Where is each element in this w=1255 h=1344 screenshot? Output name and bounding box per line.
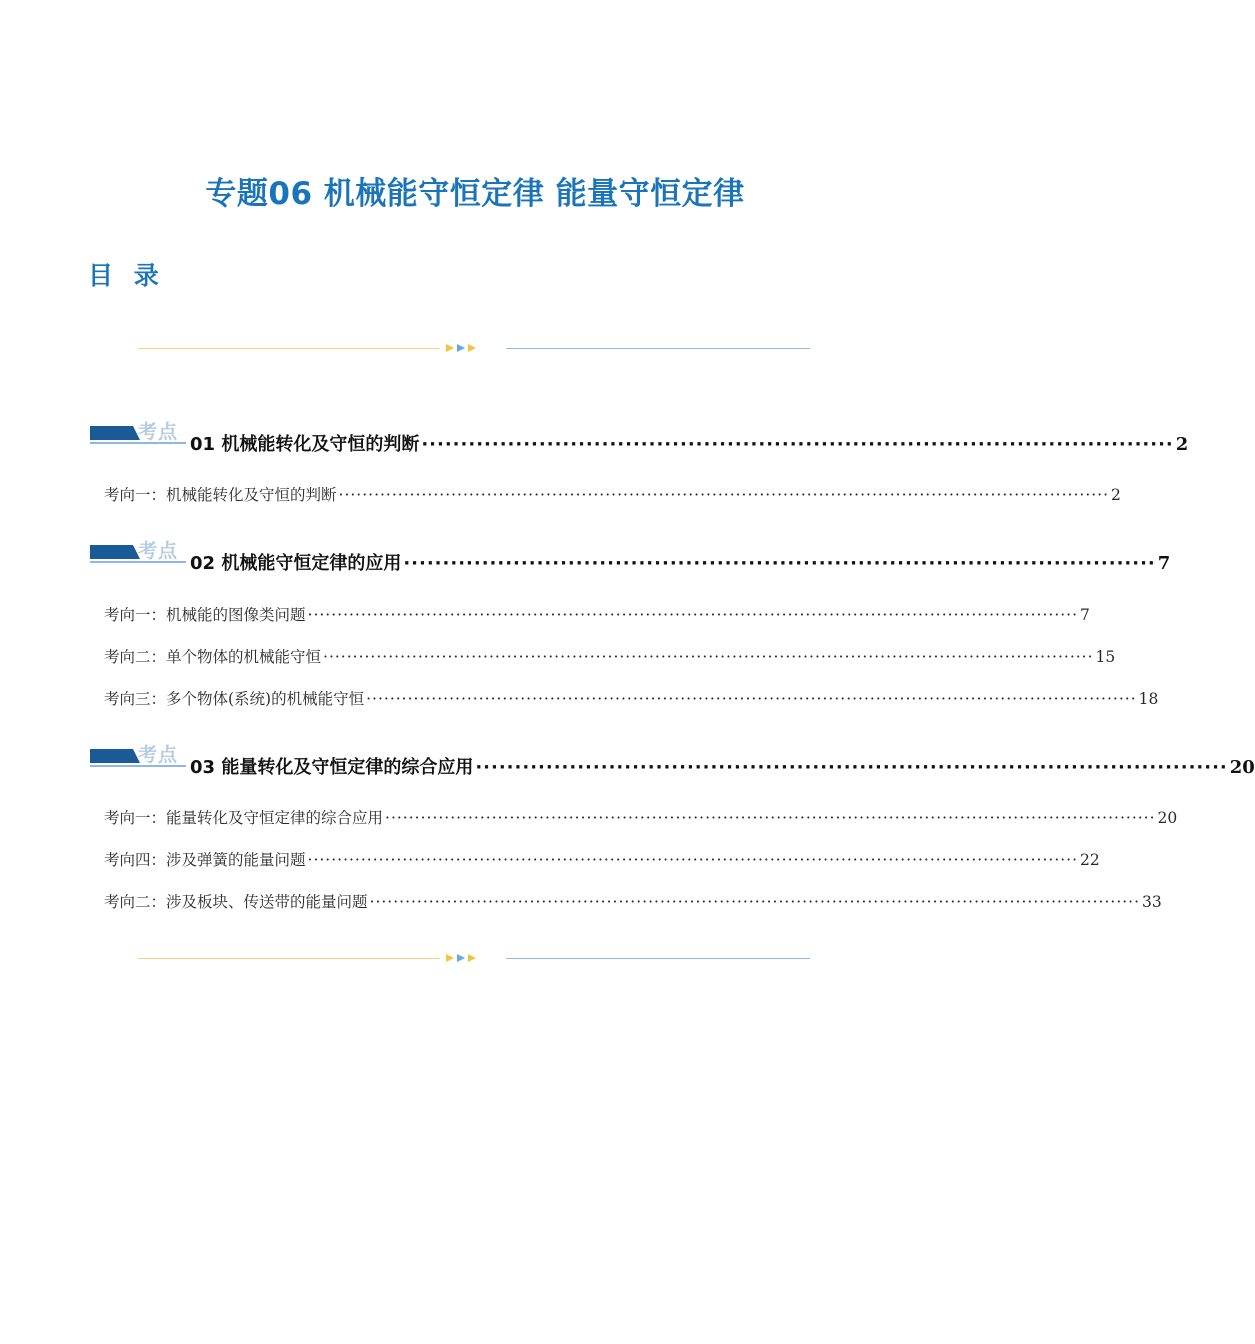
badge-label: 考点: [138, 421, 179, 443]
toc-item-label: 考向一：能量转化及守恒定律的综合应用: [104, 809, 384, 827]
toc-section-link[interactable]: [190, 753, 1255, 779]
toc-item-label: 考向四：涉及弹簧的能量问题: [104, 851, 306, 869]
divider-arrows-icon: [446, 342, 486, 354]
toc-page-number: 2: [1175, 434, 1189, 455]
badge-bar-icon: [90, 749, 140, 763]
toc-leader-dots: ··································································································································: [307, 851, 1079, 869]
toc-page-number: 20: [1157, 809, 1178, 827]
toc-page-number: 20: [1229, 757, 1255, 778]
toc-item-link[interactable]: [104, 483, 1121, 505]
toc-item-link[interactable]: [104, 603, 1090, 625]
toc-leader-dots: ··································································································································: [369, 893, 1141, 911]
toc-page-number: 2: [1111, 486, 1121, 504]
toc-leader-dots: ··································································································································: [323, 648, 1094, 666]
toc-page-number: 15: [1095, 648, 1116, 666]
toc-item-label: 考向一：机械能转化及守恒的判断: [104, 486, 337, 504]
toc-section-label: 02 机械能守恒定律的应用: [190, 553, 402, 574]
toc-page-number: 33: [1142, 893, 1162, 911]
toc-page-number: 18: [1138, 690, 1159, 708]
toc-leader-dots: ································································································: [403, 553, 1156, 574]
toc-section-2: [90, 539, 1171, 575]
toc-section-3: [90, 743, 1255, 779]
badge-label: 考点: [138, 744, 179, 766]
badge-label: 考点: [138, 540, 179, 562]
toc-leader-dots: ································································································: [475, 757, 1228, 778]
divider-arrows-icon: [446, 952, 486, 964]
toc-section-link[interactable]: [190, 549, 1171, 575]
divider-line-gold: [138, 958, 440, 959]
section-badge: [90, 539, 186, 573]
toc-leader-dots: ································································································: [421, 434, 1174, 455]
toc-item-link[interactable]: [104, 645, 1116, 667]
toc-heading: 目 录: [88, 261, 165, 290]
toc-leader-dots: ··································································································································: [385, 809, 1156, 827]
toc-leader-dots: ··································································································································: [366, 690, 1137, 708]
toc-section-1: [90, 420, 1189, 456]
toc-leader-dots: ··································································································································: [338, 486, 1110, 504]
toc-item-link[interactable]: [104, 806, 1178, 828]
toc-section-label: 03 能量转化及守恒定律的综合应用: [190, 757, 474, 778]
toc-page-number: 7: [1157, 553, 1171, 574]
toc-item-label: 考向三：多个物体(系统)的机械能守恒: [104, 690, 365, 708]
toc-page-number: 7: [1080, 606, 1090, 624]
toc-item-label: 考向一：机械能的图像类问题: [104, 606, 306, 624]
toc-item-link[interactable]: [104, 848, 1100, 870]
divider-line-blue: [506, 958, 810, 959]
badge-bar-icon: [90, 426, 140, 440]
divider-top: [138, 342, 810, 354]
toc-section-link[interactable]: [190, 430, 1189, 456]
divider-bottom: [138, 952, 810, 964]
toc-section-label: 01 机械能转化及守恒的判断: [190, 434, 420, 455]
toc-item-label: 考向二：单个物体的机械能守恒: [104, 648, 322, 666]
toc-leader-dots: ··································································································································: [307, 606, 1079, 624]
toc-item-label: 考向二：涉及板块、传送带的能量问题: [104, 893, 368, 911]
divider-line-blue: [506, 348, 810, 349]
badge-bar-icon: [90, 545, 140, 559]
document-title: 专题06 机械能守恒定律 能量守恒定律: [205, 176, 745, 212]
toc-page-number: 22: [1080, 851, 1100, 869]
section-badge: [90, 743, 186, 777]
toc-item-link[interactable]: [104, 890, 1162, 912]
divider-line-gold: [138, 348, 440, 349]
section-badge: [90, 420, 186, 454]
toc-item-link[interactable]: [104, 687, 1159, 709]
